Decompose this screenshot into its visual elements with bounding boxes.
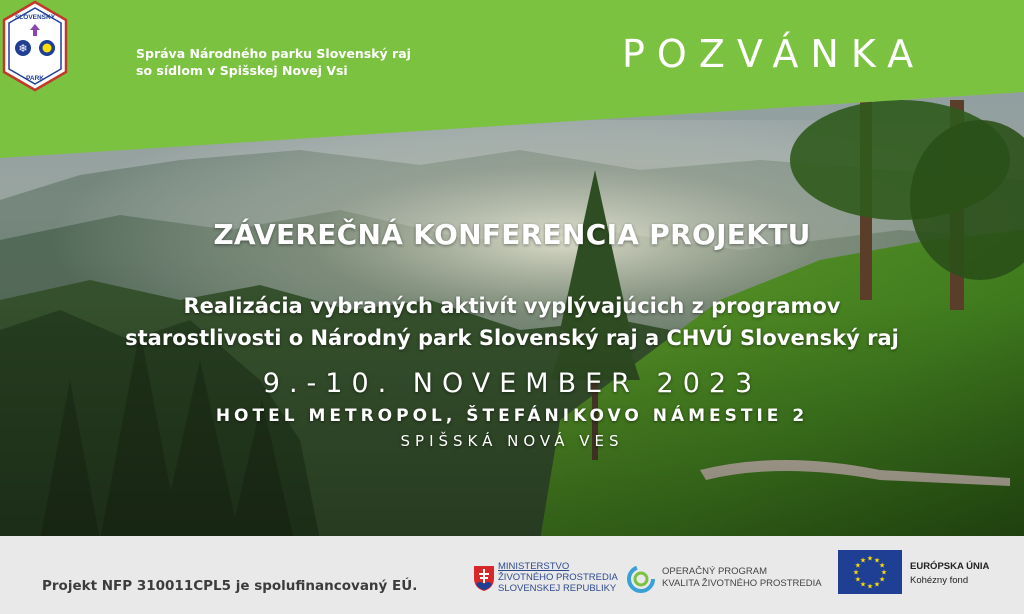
eu-star: ★ (854, 561, 862, 570)
ministry-line-3: SLOVENSKEJ REPUBLIKY (498, 583, 617, 594)
org-line-1: Správa Národného parku Slovenský raj (136, 46, 411, 61)
eu-star: ★ (866, 554, 874, 563)
invitation-heading: POZVÁNKA (622, 32, 926, 76)
ministry-line-1: MINISTERSTVO (498, 561, 570, 572)
organization-name (136, 45, 411, 79)
op-line-2: KVALITA ŽIVOTNÉHO PROSTREDIA (662, 578, 822, 589)
event-date: 9.-10. NOVEMBER 2023 (262, 368, 762, 399)
svg-text:❄: ❄ (18, 42, 28, 55)
eu-star: ★ (878, 561, 886, 570)
org-line-2: so sídlom v Spišskej Novej Vsi (136, 63, 348, 78)
eu-star: ★ (854, 575, 862, 584)
eu-star: ★ (859, 580, 867, 589)
green-banner-shape (0, 0, 1024, 160)
event-venue: HOTEL METROPOL, ŠTEFÁNIKOVO NÁMESTIE 2 (215, 406, 809, 426)
event-city: SPIŠSKÁ NOVÁ VES (400, 432, 624, 450)
eu-star: ★ (866, 582, 874, 591)
project-subtitle (0, 290, 1024, 354)
svg-text:SLOVENSKÝ: SLOVENSKÝ (14, 14, 56, 21)
eu-star: ★ (873, 580, 881, 589)
national-park-logo (0, 0, 70, 92)
header-band (0, 0, 1024, 160)
subtitle-line-2: starostlivosti o Národný park Slovenský raj a CHVÚ Slovenský raj (125, 326, 899, 350)
svg-text:PARK: PARK (26, 75, 44, 82)
eu-line-1: EURÓPSKA ÚNIA (910, 561, 990, 572)
funding-statement: Projekt NFP 310011CPL5 je spolufinancovaný EÚ. (42, 578, 418, 594)
op-line-1: OPERAČNÝ PROGRAM (662, 566, 768, 577)
eu-fund-label (910, 560, 989, 588)
slovak-coat-of-arms-icon (472, 564, 496, 592)
subtitle-line-1: Realizácia vybraných aktivít vyplývajúcich z programov (183, 294, 841, 318)
eu-flag-icon (838, 550, 902, 594)
conference-title: ZÁVEREČNÁ KONFERENCIA PROJEKTU (213, 218, 811, 251)
operational-programme-icon (626, 564, 656, 594)
ministry-line-2: ŽIVOTNÉHO PROSTREDIA (498, 572, 618, 583)
eu-star: ★ (873, 556, 881, 565)
eu-star: ★ (859, 556, 867, 565)
eu-star: ★ (878, 575, 886, 584)
ministry-name (498, 561, 618, 594)
eu-star: ★ (852, 568, 860, 577)
eu-line-2: Kohézny fond (910, 575, 969, 586)
eu-star: ★ (880, 568, 888, 577)
operational-programme-name (662, 566, 822, 590)
footer-band (0, 536, 1024, 614)
